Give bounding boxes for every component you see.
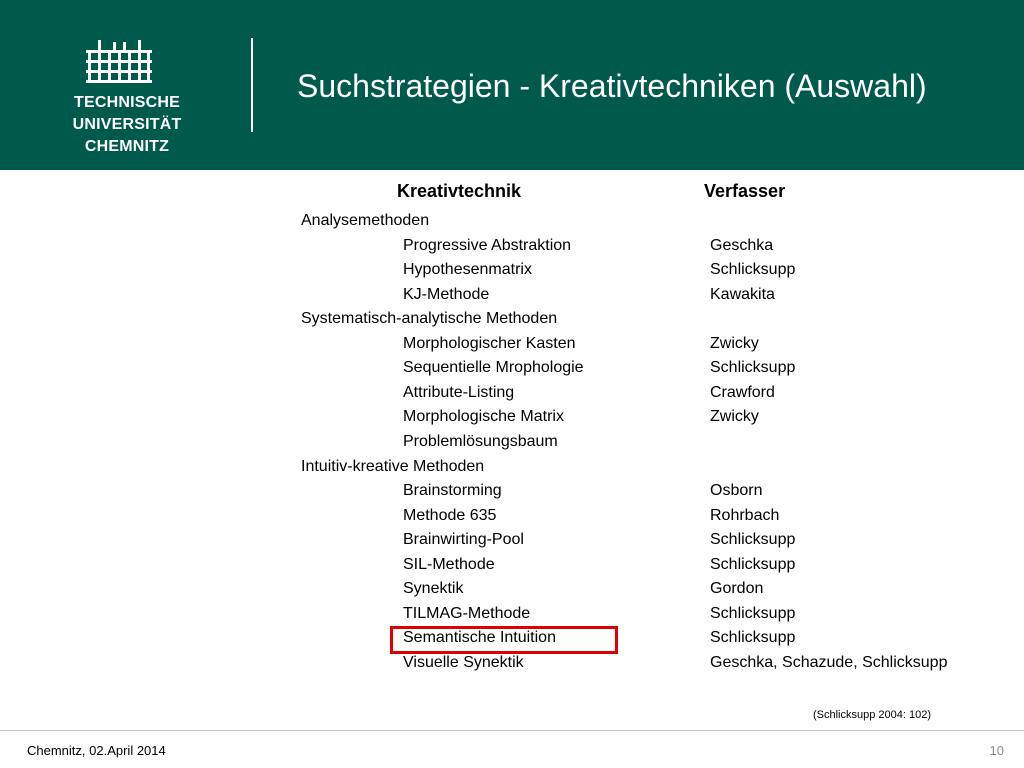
technique-author: Schlicksupp — [710, 531, 796, 549]
category-row — [0, 455, 1024, 479]
technique-name: Sequentielle Mrophologie — [403, 359, 584, 377]
technique-row — [0, 332, 1024, 356]
technique-name: Visuelle Synektik — [403, 653, 524, 671]
technique-row — [0, 258, 1024, 282]
column-header-technique: Kreativtechnik — [397, 181, 522, 201]
technique-author: Geschka, Schazude, Schlicksupp — [710, 653, 948, 671]
technique-row — [0, 602, 1024, 626]
technique-author: Kawakita — [710, 285, 775, 303]
highlight-box — [390, 626, 618, 654]
technique-row — [0, 234, 1024, 258]
technique-author: Schlicksupp — [710, 604, 796, 622]
category-label: Analysemethoden — [301, 212, 430, 229]
technique-name: Morphologische Matrix — [403, 408, 564, 426]
technique-name: KJ-Methode — [403, 285, 490, 303]
technique-row — [0, 504, 1024, 528]
technique-author: Rohrbach — [710, 506, 780, 524]
category-row — [0, 307, 1024, 331]
technique-author: Geschka — [710, 236, 774, 254]
slide-title: Suchstrategien - Kreativtechniken (Auswahl) — [297, 68, 927, 104]
technique-name: Morphologischer Kasten — [403, 334, 576, 352]
technique-author: Schlicksupp — [710, 555, 796, 573]
logo-line-1: TECHNISCHE UNIVERSITÄT — [72, 94, 182, 133]
technique-author: Schlicksupp — [710, 261, 796, 279]
technique-name: Problemlösungsbaum — [403, 432, 558, 450]
technique-name: Semantische Intuition — [403, 629, 556, 647]
technique-name: Hypothesenmatrix — [403, 261, 532, 279]
technique-row — [0, 553, 1024, 577]
logo-line-2: CHEMNITZ — [84, 138, 170, 155]
footer-date: Chemnitz, 02.April 2014 — [27, 743, 166, 758]
technique-author: Schlicksupp — [710, 629, 796, 647]
technique-row — [0, 577, 1024, 601]
technique-name: Brainstorming — [403, 482, 502, 500]
technique-name: Methode 635 — [403, 506, 497, 524]
technique-author: Gordon — [710, 580, 764, 598]
technique-row — [0, 356, 1024, 380]
technique-row — [0, 651, 1024, 675]
technique-name: SIL-Methode — [403, 555, 495, 573]
technique-name: Brainwirting-Pool — [403, 531, 524, 549]
technique-author: Osborn — [710, 482, 763, 500]
page-number: 10 — [989, 743, 1004, 758]
technique-row — [0, 528, 1024, 552]
technique-name: Progressive Abstraktion — [403, 236, 572, 254]
column-header-author: Verfasser — [704, 181, 786, 201]
footer-divider — [0, 730, 1024, 731]
category-row — [0, 209, 1024, 233]
technique-author: Crawford — [710, 383, 775, 401]
technique-row — [0, 381, 1024, 405]
technique-author: Zwicky — [710, 408, 759, 426]
category-label: Systematisch-analytische Methoden — [301, 310, 558, 328]
technique-author: Schlicksupp — [710, 359, 796, 377]
technique-author: Zwicky — [710, 334, 759, 352]
technique-row — [0, 405, 1024, 429]
technique-row — [0, 479, 1024, 503]
technique-name: TILMAG-Methode — [403, 604, 531, 622]
technique-name: Synektik — [403, 580, 464, 598]
technique-row — [0, 430, 1024, 454]
category-label: Intuitiv-kreative Methoden — [301, 457, 485, 475]
technique-row — [0, 283, 1024, 307]
source-citation: (Schlicksupp 2004: 102) — [813, 709, 932, 721]
technique-name: Attribute-Listing — [403, 383, 515, 401]
